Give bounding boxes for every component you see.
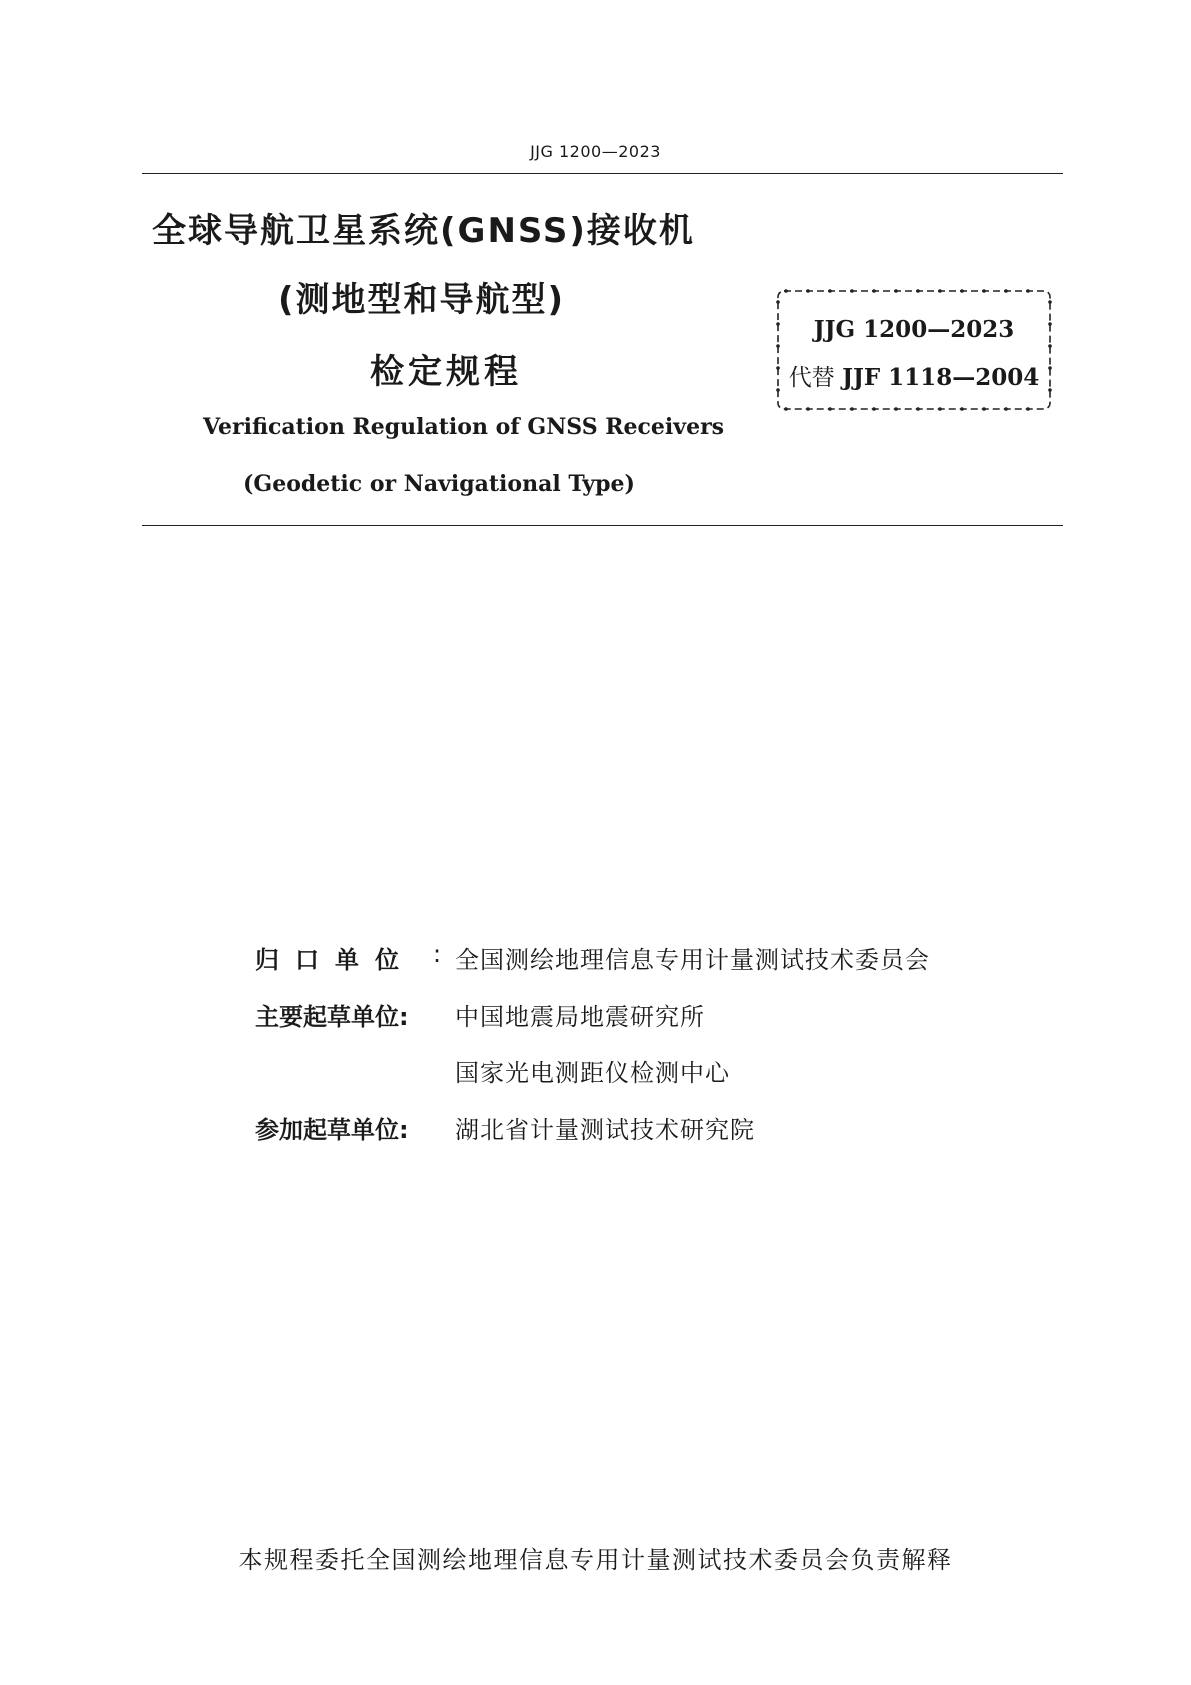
responsible-unit-label: 归口单位 <box>255 946 415 974</box>
responsible-unit-value: 全国测绘地理信息专用计量测试技术委员会 <box>455 946 930 974</box>
main-drafting-unit-value-1: 中国地震局地震研究所 <box>455 1003 705 1031</box>
decorative-border-icon <box>774 287 1054 413</box>
participating-drafting-unit-value: 湖北省计量测试技术研究院 <box>455 1116 755 1144</box>
header-standard-code: JJG 1200—2023 <box>530 142 661 161</box>
top-rule <box>142 173 1063 174</box>
replaced-standard-code: JJF 1118—2004 <box>842 364 1040 391</box>
title-english-line-2: (Geodetic or Navigational Type) <box>243 471 635 497</box>
title-chinese-line-2: (测地型和导航型) <box>278 280 566 320</box>
main-drafting-unit-value-2: 国家光电测距仪检测中心 <box>455 1059 730 1087</box>
standard-code: JJG 1200—2023 <box>813 316 1015 343</box>
participating-drafting-unit-label: 参加起草单位: <box>255 1116 409 1144</box>
replaces-code <box>774 359 1054 392</box>
title-english-line-1: Verification Regulation of GNSS Receivers <box>203 414 725 440</box>
title-chinese-line-3: 检定规程 <box>370 352 522 392</box>
bottom-rule <box>142 525 1063 526</box>
main-drafting-unit-label: 主要起草单位: <box>255 1003 409 1031</box>
replaces-prefix: 代替 <box>788 365 835 391</box>
title-chinese-line-1: 全球导航卫星系统(GNSS)接收机 <box>152 211 695 251</box>
responsible-unit-colon: : <box>433 940 442 968</box>
interpretation-note: 本规程委托全国测绘地理信息专用计量测试技术委员会负责解释 <box>238 1546 953 1574</box>
standard-code-box <box>774 287 1054 413</box>
